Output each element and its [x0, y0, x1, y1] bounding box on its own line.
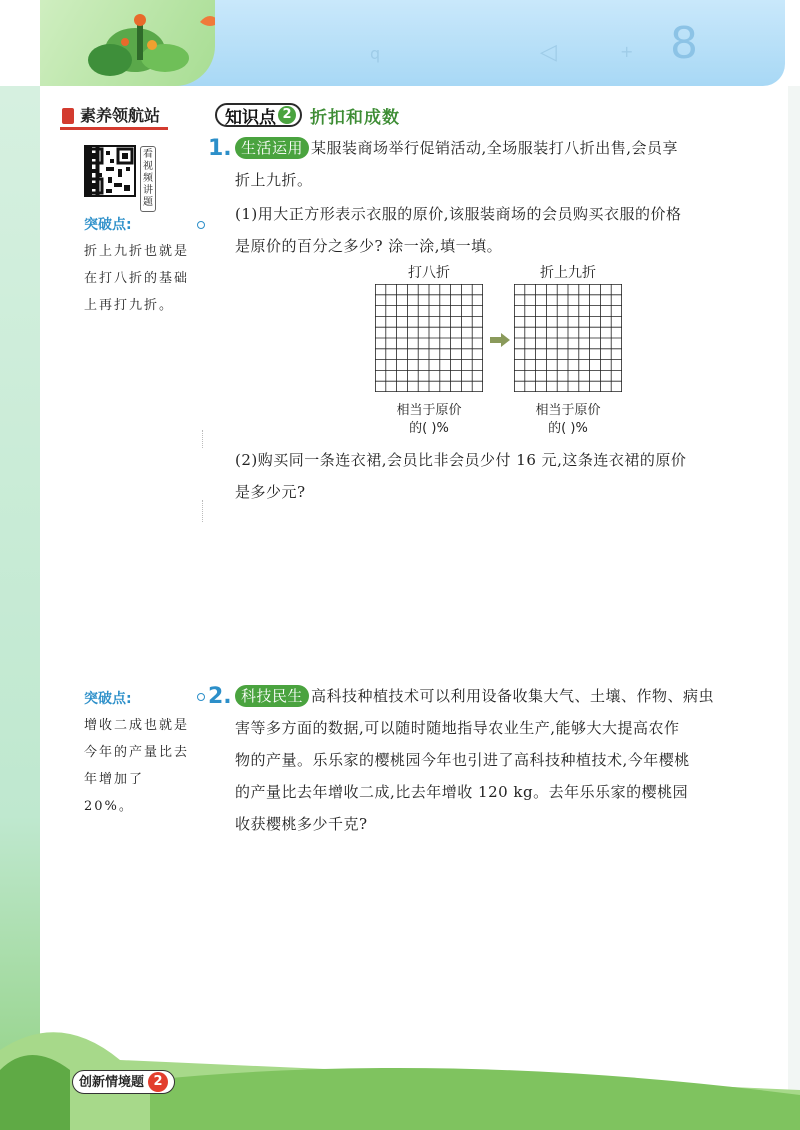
knowledge-point-number: 2 [278, 106, 296, 124]
breakthrough-note-2: 增收二成也就是 今年的产量比去 年增加了 20%。 [84, 718, 190, 814]
question-1-part-1: (1)用大正方形表示衣服的原价,该服装商场的会员购买衣服的价格 是原价的百分之多少? 涂一涂,填一填。 [235, 205, 682, 255]
question-2-tag: 科技民生 [235, 685, 309, 707]
breakthrough-title-1: 突破点: [84, 217, 132, 233]
question-1-text: 生活运用 某服装商场举行促销活动,全场服装打八折出售,会员享 折上九折。 [235, 139, 679, 189]
question-2-number: 2. [208, 684, 232, 709]
knowledge-point-header [215, 102, 400, 128]
hundred-grid-right[interactable] [514, 284, 622, 392]
arrow-right-icon [490, 333, 510, 347]
question-1-part-2: (2)购买同一条连衣裙,会员比非会员少付 16 元,这条连衣裙的原价 是多少元? [235, 451, 687, 501]
qr-code[interactable] [84, 145, 136, 197]
divider [202, 500, 203, 522]
bullet-ring-icon [197, 221, 205, 229]
qr-code-pattern [86, 147, 134, 195]
video-explanation-label[interactable]: 看视频讲题 [140, 146, 156, 212]
question-1-number: 1. [208, 136, 232, 161]
plant-illustration [40, 0, 215, 86]
plus-decoration: + [620, 42, 634, 61]
page-number: 2 [148, 1072, 168, 1092]
number-decoration: 8 [670, 18, 698, 69]
grid-right-label: 折上九折 [540, 265, 596, 281]
knowledge-point-title: 折扣和成数 [310, 107, 400, 128]
math-symbol-decoration: q [370, 44, 381, 63]
sidebar-title: 素养领航站 [60, 104, 168, 130]
triangle-decoration: ◁ [540, 40, 557, 65]
breakthrough-title-2: 突破点: [84, 691, 132, 707]
right-margin-strip [788, 86, 800, 1130]
hundred-grid-left[interactable] [375, 284, 483, 392]
knowledge-point-badge: 知识点 2 [215, 103, 302, 127]
left-margin-strip [0, 86, 40, 1130]
question-1-tag: 生活运用 [235, 137, 309, 159]
leaf-decoration [40, 0, 215, 86]
question-2-text: 科技民生 高科技种植技术可以利用设备收集大气、土壤、作物、病虫 害等多方面的数据,可以随时随地指导农业生产,能够大大提高农作 物的产量。乐乐家的樱桃园今年也引进了高科技种植技术,今年樱桃 的产量比去年增收二成,比去年增收 120 kg。去年乐乐家的樱桃园 收获樱桃多少千克? [235, 687, 715, 833]
answer-blank[interactable]: 的( )% [548, 421, 588, 436]
breakthrough-note-1: 折上九折也就是 在打八折的基础 上再打九折。 [84, 244, 190, 313]
grid-right-caption: 相当于原价 的( )% [513, 402, 623, 438]
bookmark-icon [62, 108, 74, 124]
header-banner [40, 0, 785, 86]
bullet-ring-icon [197, 693, 205, 701]
divider [202, 430, 203, 448]
answer-blank[interactable]: 的( )% [409, 421, 449, 436]
grid-left-label: 打八折 [408, 265, 450, 281]
grid-left-caption: 相当于原价 的( )% [374, 402, 484, 438]
footer-section-tag: 创新情境题 2 [72, 1070, 175, 1094]
